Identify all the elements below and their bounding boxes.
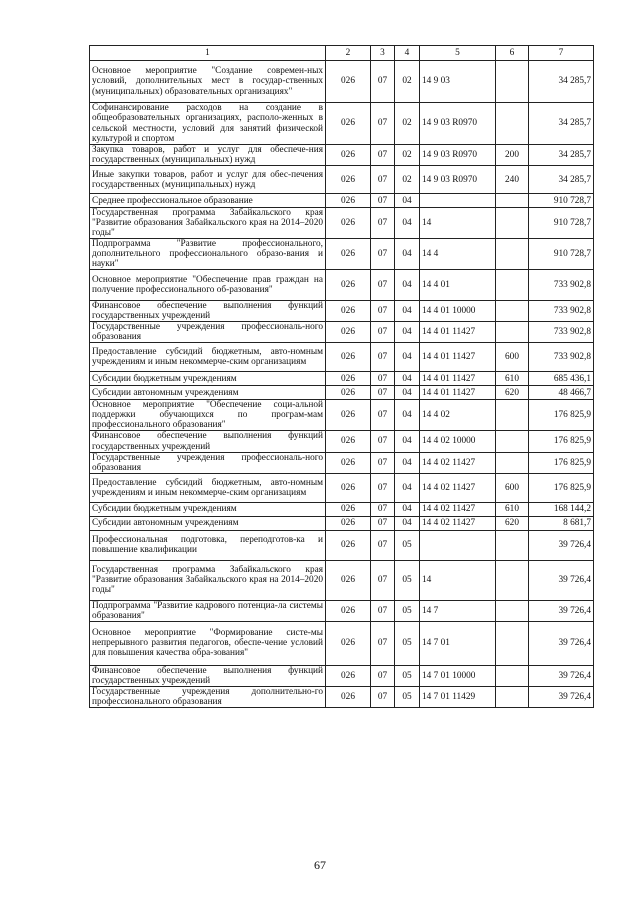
table-row bbox=[90, 61, 594, 103]
table-row bbox=[90, 386, 594, 400]
row-name: Государственные учреждения профессиональ-ного образования bbox=[90, 322, 326, 343]
row-name: Основное мероприятие "Формирование систе-мы непрерывного развития педагогов, обеспе-чение условий для повышения качества обра-зования" bbox=[90, 621, 326, 665]
row-ved-code: 026 bbox=[326, 665, 371, 686]
row-target-article: 14 7 01 10000 bbox=[420, 665, 496, 686]
row-amount: 176 825,9 bbox=[529, 473, 594, 502]
row-name: Подпрограмма "Развитие кадрового потенциа-ла системы образования" bbox=[90, 600, 326, 621]
row-expense-type bbox=[496, 400, 529, 431]
row-name: Государственные учреждения дополнительно-го профессионального образования bbox=[90, 686, 326, 707]
row-ved-code: 026 bbox=[326, 301, 371, 322]
row-target-article: 14 9 03 bbox=[420, 61, 496, 103]
row-amount: 34 285,7 bbox=[529, 145, 594, 166]
row-target-article: 14 4 01 11427 bbox=[420, 386, 496, 400]
row-amount: 733 902,8 bbox=[529, 343, 594, 372]
row-subsection-code: 05 bbox=[395, 621, 420, 665]
table-row bbox=[90, 166, 594, 194]
table-row bbox=[90, 194, 594, 208]
row-section-code: 07 bbox=[371, 372, 395, 386]
row-target-article: 14 4 02 11427 bbox=[420, 516, 496, 530]
row-amount: 910 728,7 bbox=[529, 208, 594, 239]
row-expense-type bbox=[496, 686, 529, 707]
table-row bbox=[90, 431, 594, 452]
row-amount: 39 726,4 bbox=[529, 665, 594, 686]
row-expense-type bbox=[496, 530, 529, 560]
row-section-code: 07 bbox=[371, 322, 395, 343]
row-section-code: 07 bbox=[371, 145, 395, 166]
table-row bbox=[90, 322, 594, 343]
row-ved-code: 026 bbox=[326, 473, 371, 502]
table-row bbox=[90, 600, 594, 621]
row-subsection-code: 05 bbox=[395, 686, 420, 707]
row-amount: 34 285,7 bbox=[529, 166, 594, 194]
row-ved-code: 026 bbox=[326, 343, 371, 372]
row-subsection-code: 04 bbox=[395, 239, 420, 270]
table-row bbox=[90, 516, 594, 530]
row-amount: 910 728,7 bbox=[529, 239, 594, 270]
row-amount: 48 466,7 bbox=[529, 386, 594, 400]
row-name: Подпрограмма "Развитие профессионального, дополнительного профессионального образо-вания и науки" bbox=[90, 239, 326, 270]
row-target-article: 14 7 bbox=[420, 600, 496, 621]
row-section-code: 07 bbox=[371, 431, 395, 452]
row-subsection-code: 02 bbox=[395, 145, 420, 166]
row-expense-type: 600 bbox=[496, 473, 529, 502]
row-subsection-code: 04 bbox=[395, 502, 420, 516]
row-target-article: 14 4 02 bbox=[420, 400, 496, 431]
row-section-code: 07 bbox=[371, 194, 395, 208]
table-row bbox=[90, 343, 594, 372]
row-name: Государственная программа Забайкальского края "Развитие образования Забайкальского края на 2014–2020 годы" bbox=[90, 208, 326, 239]
table-row bbox=[90, 301, 594, 322]
row-section-code: 07 bbox=[371, 621, 395, 665]
row-subsection-code: 04 bbox=[395, 473, 420, 502]
table-row bbox=[90, 686, 594, 707]
column-header: 7 bbox=[529, 46, 594, 61]
row-target-article bbox=[420, 194, 496, 208]
row-amount: 176 825,9 bbox=[529, 431, 594, 452]
row-name: Субсидии бюджетным учреждениям bbox=[90, 502, 326, 516]
table-row bbox=[90, 145, 594, 166]
row-ved-code: 026 bbox=[326, 621, 371, 665]
row-ved-code: 026 bbox=[326, 166, 371, 194]
row-expense-type bbox=[496, 560, 529, 600]
row-subsection-code: 05 bbox=[395, 600, 420, 621]
row-target-article: 14 4 01 10000 bbox=[420, 301, 496, 322]
row-name: Среднее профессиональное образование bbox=[90, 194, 326, 208]
row-ved-code: 026 bbox=[326, 600, 371, 621]
row-expense-type bbox=[496, 301, 529, 322]
row-name: Основное мероприятие "Обеспечение соци-альной поддержки обучающихся по програм-мам профессионального образования" bbox=[90, 400, 326, 431]
row-target-article: 14 7 01 bbox=[420, 621, 496, 665]
row-name: Закупка товаров, работ и услуг для обеспече-ния государственных (муниципальных) нужд bbox=[90, 145, 326, 166]
table-row bbox=[90, 621, 594, 665]
row-ved-code: 026 bbox=[326, 322, 371, 343]
row-expense-type: 610 bbox=[496, 372, 529, 386]
row-ved-code: 026 bbox=[326, 452, 371, 473]
table-row bbox=[90, 665, 594, 686]
row-section-code: 07 bbox=[371, 516, 395, 530]
row-section-code: 07 bbox=[371, 530, 395, 560]
row-amount: 34 285,7 bbox=[529, 61, 594, 103]
row-ved-code: 026 bbox=[326, 208, 371, 239]
row-ved-code: 026 bbox=[326, 686, 371, 707]
row-target-article: 14 9 03 R0970 bbox=[420, 103, 496, 145]
row-target-article: 14 4 bbox=[420, 239, 496, 270]
table-row bbox=[90, 270, 594, 301]
row-section-code: 07 bbox=[371, 400, 395, 431]
row-ved-code: 026 bbox=[326, 145, 371, 166]
row-section-code: 07 bbox=[371, 600, 395, 621]
row-target-article: 14 4 01 bbox=[420, 270, 496, 301]
table-row bbox=[90, 560, 594, 600]
table-row bbox=[90, 103, 594, 145]
row-section-code: 07 bbox=[371, 386, 395, 400]
row-target-article: 14 4 02 11427 bbox=[420, 502, 496, 516]
column-header: 1 bbox=[90, 46, 326, 61]
row-name: Предоставление субсидий бюджетным, авто-номным учреждениям и иным некоммерче-ским организациям bbox=[90, 473, 326, 502]
row-amount: 910 728,7 bbox=[529, 194, 594, 208]
row-name: Финансовое обеспечение выполнения функций государственных учреждений bbox=[90, 431, 326, 452]
table-row bbox=[90, 530, 594, 560]
row-amount: 733 902,8 bbox=[529, 270, 594, 301]
row-expense-type: 600 bbox=[496, 343, 529, 372]
row-expense-type bbox=[496, 270, 529, 301]
row-amount: 168 144,2 bbox=[529, 502, 594, 516]
row-ved-code: 026 bbox=[326, 502, 371, 516]
row-subsection-code: 04 bbox=[395, 372, 420, 386]
table-row bbox=[90, 208, 594, 239]
row-subsection-code: 04 bbox=[395, 431, 420, 452]
row-section-code: 07 bbox=[371, 301, 395, 322]
row-subsection-code: 04 bbox=[395, 343, 420, 372]
row-name: Финансовое обеспечение выполнения функций государственных учреждений bbox=[90, 665, 326, 686]
column-header: 5 bbox=[420, 46, 496, 61]
row-expense-type bbox=[496, 621, 529, 665]
row-ved-code: 026 bbox=[326, 270, 371, 301]
row-target-article: 14 4 01 11427 bbox=[420, 322, 496, 343]
row-target-article: 14 4 01 11427 bbox=[420, 343, 496, 372]
row-section-code: 07 bbox=[371, 686, 395, 707]
row-amount: 34 285,7 bbox=[529, 103, 594, 145]
row-section-code: 07 bbox=[371, 270, 395, 301]
row-subsection-code: 05 bbox=[395, 560, 420, 600]
header-row bbox=[90, 46, 594, 61]
row-target-article: 14 bbox=[420, 560, 496, 600]
row-target-article: 14 4 02 11427 bbox=[420, 452, 496, 473]
row-section-code: 07 bbox=[371, 166, 395, 194]
column-header: 2 bbox=[326, 46, 371, 61]
row-section-code: 07 bbox=[371, 502, 395, 516]
row-section-code: 07 bbox=[371, 239, 395, 270]
row-name: Государственные учреждения профессиональ-ного образования bbox=[90, 452, 326, 473]
row-amount: 685 436,1 bbox=[529, 372, 594, 386]
row-subsection-code: 04 bbox=[395, 194, 420, 208]
row-name: Финансовое обеспечение выполнения функций государственных учреждений bbox=[90, 301, 326, 322]
row-name: Предоставление субсидий бюджетным, авто-номным учреждениям и иным некоммерче-ским организациям bbox=[90, 343, 326, 372]
row-subsection-code: 02 bbox=[395, 103, 420, 145]
row-subsection-code: 02 bbox=[395, 166, 420, 194]
row-amount: 733 902,8 bbox=[529, 301, 594, 322]
row-name: Основное мероприятие "Обеспечение прав граждан на получение профессионального об-разования" bbox=[90, 270, 326, 301]
row-expense-type bbox=[496, 665, 529, 686]
row-ved-code: 026 bbox=[326, 530, 371, 560]
row-ved-code: 026 bbox=[326, 239, 371, 270]
row-name: Субсидии автономным учреждениям bbox=[90, 386, 326, 400]
row-name: Субсидии бюджетным учреждениям bbox=[90, 372, 326, 386]
row-expense-type bbox=[496, 208, 529, 239]
table-row bbox=[90, 372, 594, 386]
row-subsection-code: 04 bbox=[395, 270, 420, 301]
row-section-code: 07 bbox=[371, 208, 395, 239]
row-section-code: 07 bbox=[371, 343, 395, 372]
row-subsection-code: 04 bbox=[395, 516, 420, 530]
row-expense-type: 240 bbox=[496, 166, 529, 194]
row-ved-code: 026 bbox=[326, 431, 371, 452]
row-section-code: 07 bbox=[371, 560, 395, 600]
row-ved-code: 026 bbox=[326, 386, 371, 400]
row-target-article: 14 7 01 11429 bbox=[420, 686, 496, 707]
row-target-article: 14 9 03 R0970 bbox=[420, 145, 496, 166]
row-target-article: 14 4 02 10000 bbox=[420, 431, 496, 452]
table-row bbox=[90, 239, 594, 270]
row-expense-type bbox=[496, 600, 529, 621]
row-subsection-code: 05 bbox=[395, 530, 420, 560]
column-header: 4 bbox=[395, 46, 420, 61]
row-expense-type bbox=[496, 452, 529, 473]
row-subsection-code: 02 bbox=[395, 61, 420, 103]
row-target-article: 14 bbox=[420, 208, 496, 239]
row-amount: 39 726,4 bbox=[529, 600, 594, 621]
row-subsection-code: 04 bbox=[395, 400, 420, 431]
row-subsection-code: 04 bbox=[395, 452, 420, 473]
row-ved-code: 026 bbox=[326, 103, 371, 145]
row-name: Основное мероприятие "Создание современ-ных условий, дополнительных мест в государ-ственных (муниципальных) образовательных организациях" bbox=[90, 61, 326, 103]
row-expense-type bbox=[496, 61, 529, 103]
row-target-article: 14 4 01 11427 bbox=[420, 372, 496, 386]
row-amount: 176 825,9 bbox=[529, 452, 594, 473]
row-ved-code: 026 bbox=[326, 194, 371, 208]
row-target-article bbox=[420, 530, 496, 560]
row-target-article: 14 4 02 11427 bbox=[420, 473, 496, 502]
table-body bbox=[90, 61, 594, 708]
table-row bbox=[90, 473, 594, 502]
row-name: Государственная программа Забайкальского края "Развитие образования Забайкальского края на 2014–2020 годы" bbox=[90, 560, 326, 600]
row-expense-type bbox=[496, 103, 529, 145]
row-ved-code: 026 bbox=[326, 516, 371, 530]
row-amount: 39 726,4 bbox=[529, 621, 594, 665]
row-expense-type bbox=[496, 322, 529, 343]
column-header: 3 bbox=[371, 46, 395, 61]
budget-table bbox=[89, 45, 594, 708]
row-amount: 39 726,4 bbox=[529, 560, 594, 600]
row-name: Профессиональная подготовка, переподготов-ка и повышение квалификации bbox=[90, 530, 326, 560]
page-number: 67 bbox=[314, 858, 326, 872]
row-ved-code: 026 bbox=[326, 560, 371, 600]
row-name: Иные закупки товаров, работ и услуг для обес-печения государственных (муниципальных) нужд bbox=[90, 166, 326, 194]
row-amount: 39 726,4 bbox=[529, 686, 594, 707]
row-ved-code: 026 bbox=[326, 400, 371, 431]
row-subsection-code: 04 bbox=[395, 208, 420, 239]
row-amount: 176 825,9 bbox=[529, 400, 594, 431]
row-amount: 8 681,7 bbox=[529, 516, 594, 530]
row-expense-type bbox=[496, 239, 529, 270]
row-section-code: 07 bbox=[371, 473, 395, 502]
row-section-code: 07 bbox=[371, 452, 395, 473]
table-row bbox=[90, 502, 594, 516]
table-row bbox=[90, 452, 594, 473]
row-amount: 39 726,4 bbox=[529, 530, 594, 560]
table-row bbox=[90, 400, 594, 431]
row-name: Субсидии автономным учреждениям bbox=[90, 516, 326, 530]
row-subsection-code: 04 bbox=[395, 301, 420, 322]
row-expense-type: 200 bbox=[496, 145, 529, 166]
row-section-code: 07 bbox=[371, 665, 395, 686]
row-amount: 733 902,8 bbox=[529, 322, 594, 343]
row-expense-type: 620 bbox=[496, 386, 529, 400]
row-expense-type bbox=[496, 431, 529, 452]
row-ved-code: 026 bbox=[326, 372, 371, 386]
row-expense-type: 620 bbox=[496, 516, 529, 530]
row-expense-type bbox=[496, 194, 529, 208]
row-name: Софинансирование расходов на создание в общеобразовательных организациях, располо-женных в сельской местности, условий для занятий физической культурой и спортом bbox=[90, 103, 326, 145]
row-subsection-code: 04 bbox=[395, 322, 420, 343]
row-subsection-code: 05 bbox=[395, 665, 420, 686]
row-subsection-code: 04 bbox=[395, 386, 420, 400]
row-expense-type: 610 bbox=[496, 502, 529, 516]
row-target-article: 14 9 03 R0970 bbox=[420, 166, 496, 194]
row-section-code: 07 bbox=[371, 103, 395, 145]
column-header: 6 bbox=[496, 46, 529, 61]
row-ved-code: 026 bbox=[326, 61, 371, 103]
row-section-code: 07 bbox=[371, 61, 395, 103]
